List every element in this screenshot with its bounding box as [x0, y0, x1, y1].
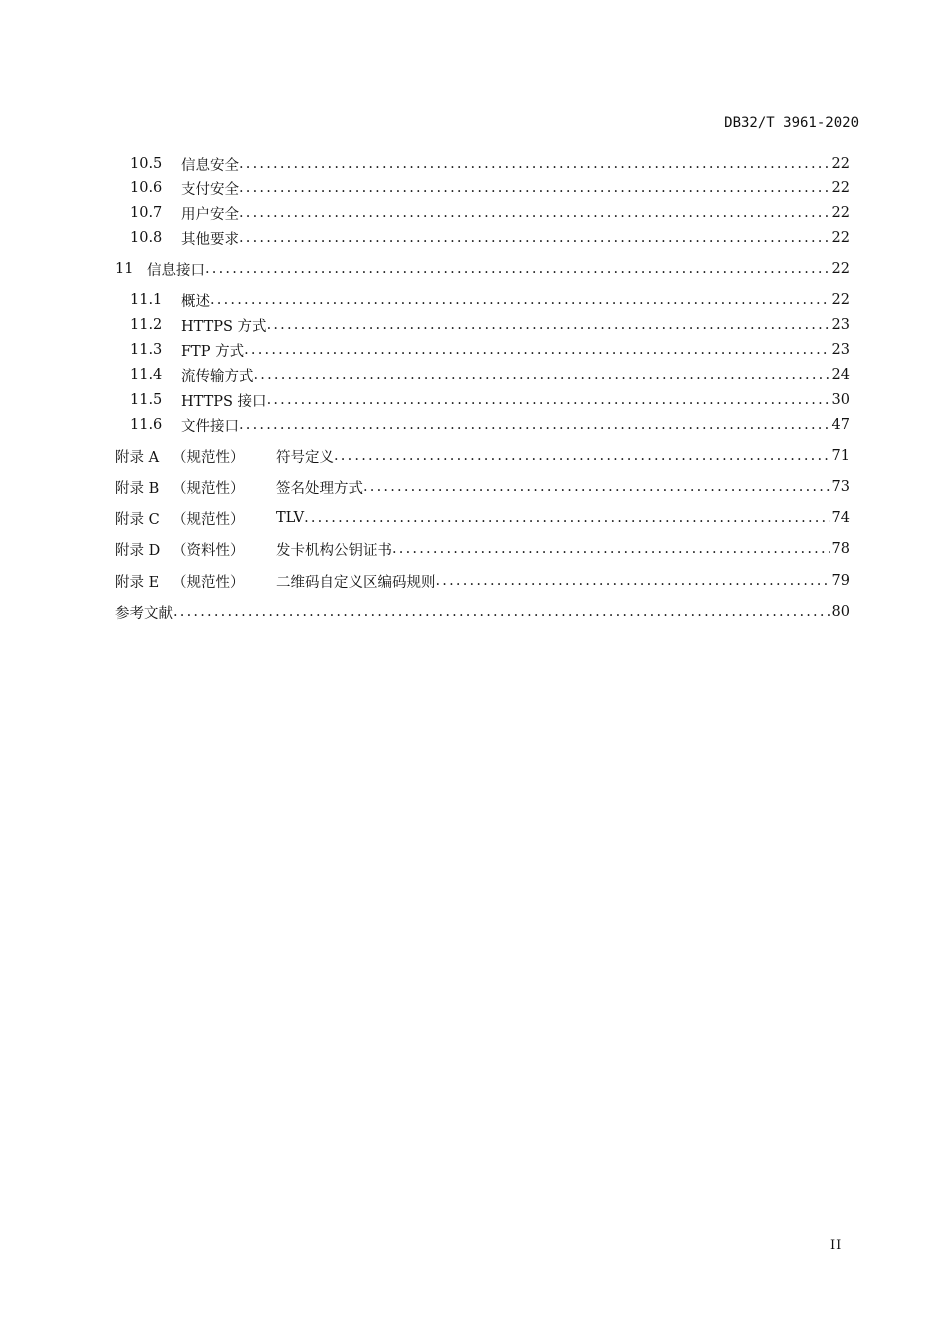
toc-entry-page: 73: [831, 479, 850, 495]
toc-entry-number: 11: [115, 261, 134, 277]
toc-entry-body: [115, 602, 850, 623]
toc-entry-number: 11.5: [130, 392, 163, 408]
toc-entry-page: 23: [831, 342, 850, 358]
toc-entry[interactable]: [0, 365, 850, 385]
toc-entry[interactable]: [0, 290, 850, 310]
toc-entry-title: 流传输方式: [181, 368, 254, 385]
toc-entry-page: 22: [831, 292, 850, 308]
appendix-type: （规范性）: [172, 449, 245, 466]
toc-entry-page: 71: [831, 448, 850, 464]
toc-entry-title: 发卡机构公钥证书: [276, 542, 392, 559]
toc-entry-title: 概述: [181, 293, 210, 310]
toc-entry[interactable]: [0, 539, 850, 559]
toc-entry-number: 10.7: [130, 205, 163, 221]
toc-entry-body: [276, 477, 850, 498]
appendix-label: 附录 A: [115, 449, 160, 466]
toc-entry[interactable]: [0, 446, 850, 466]
toc-entry-body: [181, 415, 850, 436]
dot-leader: [334, 448, 830, 464]
toc-entry-body: [276, 510, 850, 526]
appendix-type: （规范性）: [172, 480, 245, 497]
toc-entry-page: 23: [831, 317, 850, 333]
toc-entry-body: [181, 390, 850, 411]
dot-leader: [239, 205, 830, 221]
toc-entry-number: 10.8: [130, 230, 163, 246]
toc-entry-body: [147, 259, 850, 280]
toc-entry-page: 47: [831, 417, 850, 433]
toc-entry-title: 签名处理方式: [276, 480, 363, 497]
toc-entry-number: 11.3: [130, 342, 163, 358]
dot-leader: [254, 367, 830, 383]
toc-entry[interactable]: [0, 571, 850, 591]
toc-entry-title: 符号定义: [276, 449, 334, 466]
toc-entry-title: 参考文献: [115, 605, 173, 622]
dot-leader: [210, 292, 830, 308]
dot-leader: [239, 156, 830, 172]
toc-entry-body: [276, 446, 850, 467]
toc-entry-body: [181, 154, 850, 175]
toc-entry-number: 11.2: [130, 317, 163, 333]
toc-entry-body: [181, 203, 850, 224]
page-number: II: [830, 1238, 843, 1253]
toc-entry-page: 22: [831, 205, 850, 221]
toc-entry[interactable]: [0, 390, 850, 410]
toc-entry-body: [181, 228, 850, 249]
toc-entry[interactable]: [0, 340, 850, 360]
dot-leader: [304, 510, 829, 526]
toc-entry-title: FTP 方式: [181, 343, 245, 360]
toc-entry-body: [181, 340, 850, 361]
appendix-label: 附录 C: [115, 511, 160, 528]
dot-leader: [392, 541, 830, 557]
toc-entry-page: 22: [831, 180, 850, 196]
toc-entry-title: TLV: [276, 510, 305, 526]
dot-leader: [244, 342, 829, 358]
toc-entry-page: 30: [831, 392, 850, 408]
dot-leader: [239, 417, 830, 433]
dot-leader: [173, 604, 830, 620]
dot-leader: [363, 479, 830, 495]
toc-entry[interactable]: [0, 602, 850, 622]
toc-entry-number: 10.5: [130, 156, 163, 172]
toc-entry-number: 11.6: [130, 417, 163, 433]
dot-leader: [436, 573, 830, 589]
toc-entry[interactable]: [0, 228, 850, 248]
toc-entry-number: 11.1: [130, 292, 163, 308]
toc-entry-title: 其他要求: [181, 231, 239, 248]
dot-leader: [267, 392, 830, 408]
toc-entry-page: 80: [831, 604, 850, 620]
toc-entry-number: 11.4: [130, 367, 163, 383]
toc-entry-number: 10.6: [130, 180, 163, 196]
toc-entry[interactable]: [0, 508, 850, 528]
toc-entry-title: 用户安全: [181, 206, 239, 223]
toc-entry-body: [276, 571, 850, 592]
toc-entry-page: 24: [831, 367, 850, 383]
toc-entry-title: 支付安全: [181, 181, 239, 198]
document-code: DB32/T 3961-2020: [724, 115, 859, 131]
toc-entry-page: 79: [831, 573, 850, 589]
toc-entry-body: [181, 178, 850, 199]
toc-entry-title: HTTPS 接口: [181, 393, 267, 410]
toc-entry-title: 文件接口: [181, 418, 239, 435]
toc-entry-title: 信息安全: [181, 157, 239, 174]
toc-entry-body: [276, 539, 850, 560]
toc-entry-title: HTTPS 方式: [181, 318, 267, 335]
toc-entry-body: [181, 315, 850, 336]
toc-entry[interactable]: [0, 259, 850, 279]
toc-entry-title: 二维码自定义区编码规则: [276, 574, 436, 591]
toc-entry[interactable]: [0, 477, 850, 497]
toc-entry-page: 22: [831, 156, 850, 172]
toc-entry-title: 信息接口: [147, 262, 205, 279]
toc-entry[interactable]: [0, 203, 850, 223]
dot-leader: [239, 230, 830, 246]
toc-entry-body: [181, 290, 850, 311]
appendix-type: （规范性）: [172, 511, 245, 528]
dot-leader: [205, 261, 830, 277]
appendix-label: 附录 B: [115, 480, 160, 497]
toc-entry-page: 74: [831, 510, 850, 526]
appendix-label: 附录 E: [115, 574, 160, 591]
toc-entry-page: 78: [831, 541, 850, 557]
dot-leader: [267, 317, 830, 333]
toc-entry-page: 22: [831, 261, 850, 277]
toc-entry[interactable]: [0, 415, 850, 435]
toc-entry[interactable]: [0, 178, 850, 198]
appendix-type: （规范性）: [172, 574, 245, 591]
appendix-type: （资料性）: [172, 542, 245, 559]
toc-entry-body: [181, 365, 850, 386]
toc-entry[interactable]: [0, 315, 850, 335]
toc-entry[interactable]: [0, 154, 850, 174]
toc-entry-page: 22: [831, 230, 850, 246]
appendix-label: 附录 D: [115, 542, 161, 559]
dot-leader: [239, 180, 830, 196]
